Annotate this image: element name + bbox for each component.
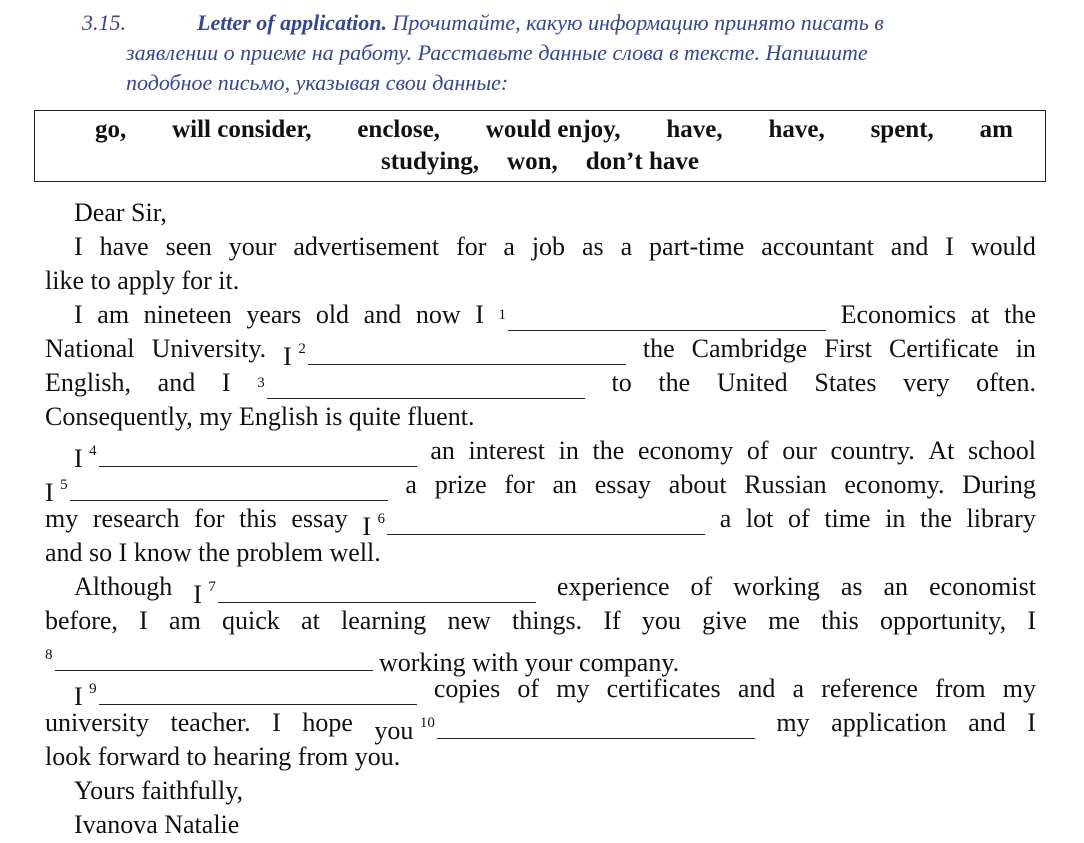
letter-signature: Ivanova Natalie bbox=[74, 810, 240, 839]
word: I bbox=[45, 478, 54, 507]
letter-line bbox=[45, 332, 1036, 371]
answer-blank-3[interactable] bbox=[257, 366, 585, 400]
word: would bbox=[970, 232, 1036, 261]
word: in bbox=[558, 436, 579, 465]
line-text: working with your company. bbox=[379, 648, 680, 677]
letter-line: and so I know the problem well. bbox=[45, 538, 381, 567]
word: a bbox=[405, 470, 417, 499]
letter-closing: Yours faithfully, bbox=[74, 776, 244, 805]
word: application bbox=[831, 708, 947, 737]
word: very bbox=[903, 368, 950, 397]
blank-number: 2 bbox=[298, 341, 306, 357]
task-title: Letter of application. bbox=[197, 10, 388, 35]
word: my bbox=[776, 708, 810, 737]
word: to bbox=[611, 368, 632, 397]
word: University. bbox=[151, 334, 267, 363]
blank-line bbox=[387, 510, 705, 535]
word: I bbox=[283, 342, 292, 371]
blank-number: 1 bbox=[498, 307, 506, 323]
letter-line bbox=[45, 230, 1036, 264]
task-number: 3.15. bbox=[82, 10, 126, 35]
word: the bbox=[1004, 300, 1036, 329]
word: During bbox=[962, 470, 1036, 499]
word: a bbox=[620, 232, 633, 261]
word: of bbox=[517, 674, 540, 703]
word: economist bbox=[929, 572, 1036, 601]
word: of bbox=[690, 572, 713, 601]
word: the bbox=[592, 436, 625, 465]
word: am bbox=[97, 300, 130, 329]
word: and bbox=[890, 232, 929, 261]
word: an bbox=[430, 436, 455, 465]
word: this bbox=[821, 606, 859, 635]
blank-line bbox=[55, 646, 373, 671]
word: this bbox=[239, 504, 277, 533]
word: essay bbox=[594, 470, 652, 499]
word: the bbox=[642, 334, 675, 363]
word: I bbox=[221, 368, 231, 397]
word: for bbox=[194, 504, 225, 533]
word: often. bbox=[976, 368, 1036, 397]
word: seen bbox=[165, 232, 212, 261]
blank-number: 5 bbox=[60, 477, 68, 493]
word: of bbox=[788, 504, 810, 533]
word: experience bbox=[556, 572, 670, 601]
word-bank-row-1 bbox=[35, 114, 1045, 146]
word: I bbox=[272, 708, 281, 737]
word: part-time bbox=[649, 232, 745, 261]
word: First bbox=[824, 334, 872, 363]
word-bank-item: won, bbox=[507, 148, 558, 175]
word: English, bbox=[45, 368, 131, 397]
word: a bbox=[503, 232, 515, 261]
word: I bbox=[74, 232, 83, 261]
word: job bbox=[531, 232, 566, 261]
word: you bbox=[641, 606, 681, 635]
word-bank-box bbox=[34, 110, 1046, 182]
word: teacher. bbox=[170, 708, 251, 737]
task-instruction-1: Прочитайте, какую информацию принято писать в bbox=[392, 10, 884, 35]
word: States bbox=[814, 368, 877, 397]
task-header bbox=[82, 8, 1038, 98]
word: I bbox=[74, 444, 83, 473]
blank-number: 6 bbox=[377, 511, 386, 527]
letter-line bbox=[45, 570, 1036, 609]
word: of bbox=[746, 436, 769, 465]
word: Although bbox=[74, 572, 173, 601]
letter-line bbox=[45, 706, 1036, 745]
letter-line bbox=[45, 298, 1036, 332]
word: learning bbox=[341, 606, 427, 635]
word-bank-item: go, bbox=[95, 116, 127, 143]
word: I bbox=[362, 512, 372, 541]
blank-line bbox=[508, 306, 826, 331]
word-bank-item: studying, bbox=[381, 148, 480, 175]
task-instruction-2: заявлении о приеме на работу. Расставьте данные слова в тексте. Напишите bbox=[126, 40, 868, 65]
letter-line bbox=[45, 366, 1036, 400]
blank-number: 4 bbox=[89, 443, 97, 459]
blank-line bbox=[267, 374, 585, 399]
word: you bbox=[374, 716, 414, 745]
word: I bbox=[139, 606, 148, 635]
word: accountant bbox=[761, 232, 874, 261]
word: as bbox=[581, 232, 604, 261]
letter-line bbox=[45, 502, 1036, 541]
letter-line bbox=[45, 672, 1036, 711]
word: before, bbox=[45, 606, 118, 635]
word: I bbox=[74, 300, 83, 329]
word: am bbox=[169, 606, 201, 635]
word: my bbox=[1002, 674, 1036, 703]
word: our bbox=[782, 436, 817, 465]
word: I bbox=[1027, 606, 1036, 635]
word: university bbox=[45, 708, 149, 737]
letter-line: Consequently, my English is quite fluent. bbox=[45, 402, 475, 431]
word: country. bbox=[830, 436, 915, 465]
answer-blank-6[interactable] bbox=[362, 502, 705, 541]
letter-body bbox=[45, 196, 1036, 842]
word: now bbox=[415, 300, 461, 329]
word-bank-item: spent, bbox=[870, 116, 934, 143]
word: the bbox=[920, 504, 952, 533]
word-bank-item: enclose, bbox=[357, 116, 440, 143]
word: an bbox=[552, 470, 577, 499]
word: National bbox=[45, 334, 135, 363]
word: give bbox=[702, 606, 747, 635]
letter-greeting: Dear Sir, bbox=[74, 198, 167, 227]
word: for bbox=[456, 232, 487, 261]
blank-number: 8 bbox=[45, 647, 53, 663]
word: have bbox=[99, 232, 149, 261]
word: my bbox=[556, 674, 590, 703]
word: and bbox=[968, 708, 1006, 737]
word-bank-item: have, bbox=[768, 116, 825, 143]
letter-line: look forward to hearing from you. bbox=[45, 742, 401, 771]
word: and bbox=[737, 674, 776, 703]
answer-blank-2[interactable] bbox=[283, 332, 626, 371]
word: me bbox=[768, 606, 800, 635]
word: as bbox=[840, 572, 863, 601]
word: the bbox=[658, 368, 691, 397]
word: I bbox=[1027, 708, 1036, 737]
blank-line bbox=[99, 680, 417, 705]
blank-line bbox=[437, 714, 755, 739]
word: economy bbox=[637, 436, 734, 465]
word: nineteen bbox=[143, 300, 232, 329]
word: in bbox=[885, 504, 906, 533]
task-instruction-3: подобное письмо, указывая свои данные: bbox=[126, 70, 509, 95]
word: my bbox=[45, 504, 79, 533]
blank-line bbox=[70, 476, 388, 501]
word: years bbox=[246, 300, 302, 329]
word: old bbox=[315, 300, 350, 329]
blank-number: 7 bbox=[208, 579, 216, 595]
word: economy. bbox=[844, 470, 945, 499]
word-bank-item: am bbox=[979, 116, 1013, 143]
blank-line bbox=[308, 340, 626, 365]
word: new bbox=[447, 606, 491, 635]
word: library bbox=[966, 504, 1036, 533]
word: things. bbox=[512, 606, 583, 635]
answer-blank-1[interactable] bbox=[498, 298, 826, 332]
blank-number: 10 bbox=[419, 715, 435, 731]
word: a bbox=[792, 674, 805, 703]
word: research bbox=[92, 504, 180, 533]
word: prize bbox=[434, 470, 487, 499]
blank-line bbox=[99, 442, 417, 467]
word: Cambridge bbox=[691, 334, 808, 363]
word-bank-item: have, bbox=[666, 116, 723, 143]
letter-line bbox=[45, 638, 1036, 677]
word: Certificate bbox=[888, 334, 999, 363]
letter-line bbox=[45, 604, 1036, 638]
word: lot bbox=[745, 504, 774, 533]
word: copies bbox=[433, 674, 501, 703]
word: school bbox=[968, 436, 1036, 465]
answer-blank-10[interactable] bbox=[374, 706, 755, 745]
word: I bbox=[945, 232, 954, 261]
word: from bbox=[935, 674, 986, 703]
answer-blank-5[interactable] bbox=[45, 468, 388, 507]
word: time bbox=[824, 504, 871, 533]
word: in bbox=[1015, 334, 1036, 363]
blank-line bbox=[218, 578, 536, 603]
word: working bbox=[733, 572, 820, 601]
word: at bbox=[970, 300, 990, 329]
word: opportunity, bbox=[879, 606, 1007, 635]
word: a bbox=[719, 504, 732, 533]
letter-line bbox=[45, 468, 1036, 507]
word: At bbox=[928, 436, 955, 465]
word: interest bbox=[468, 436, 546, 465]
word: and bbox=[363, 300, 402, 329]
answer-blank-7[interactable] bbox=[193, 570, 536, 609]
blank-number: 9 bbox=[89, 681, 97, 697]
task-header-line-1 bbox=[82, 8, 1038, 38]
word: United bbox=[716, 368, 788, 397]
word: Economics bbox=[840, 300, 957, 329]
word: I bbox=[74, 682, 83, 711]
letter-line: like to apply for it. bbox=[45, 266, 240, 295]
word-bank-row-2 bbox=[35, 146, 1045, 178]
blank-number: 3 bbox=[257, 375, 265, 391]
word: advertisement bbox=[293, 232, 440, 261]
word: If bbox=[603, 606, 621, 635]
word: about bbox=[668, 470, 727, 499]
word: and bbox=[157, 368, 196, 397]
letter-line bbox=[45, 434, 1036, 473]
word: I bbox=[475, 300, 484, 329]
word: at bbox=[301, 606, 320, 635]
word: reference bbox=[821, 674, 918, 703]
word-bank-item: will consider, bbox=[172, 116, 312, 143]
word-bank-item: don’t have bbox=[585, 148, 699, 175]
word: for bbox=[504, 470, 535, 499]
word-bank-item: would enjoy, bbox=[485, 116, 621, 143]
word: an bbox=[883, 572, 909, 601]
word: Russian bbox=[744, 470, 827, 499]
word: quick bbox=[222, 606, 280, 635]
word: certificates bbox=[606, 674, 721, 703]
answer-blank-4[interactable] bbox=[74, 434, 417, 473]
word: essay bbox=[291, 504, 348, 533]
answer-blank-9[interactable] bbox=[74, 672, 417, 711]
word: I bbox=[193, 580, 202, 609]
word: hope bbox=[302, 708, 353, 737]
word: your bbox=[228, 232, 277, 261]
